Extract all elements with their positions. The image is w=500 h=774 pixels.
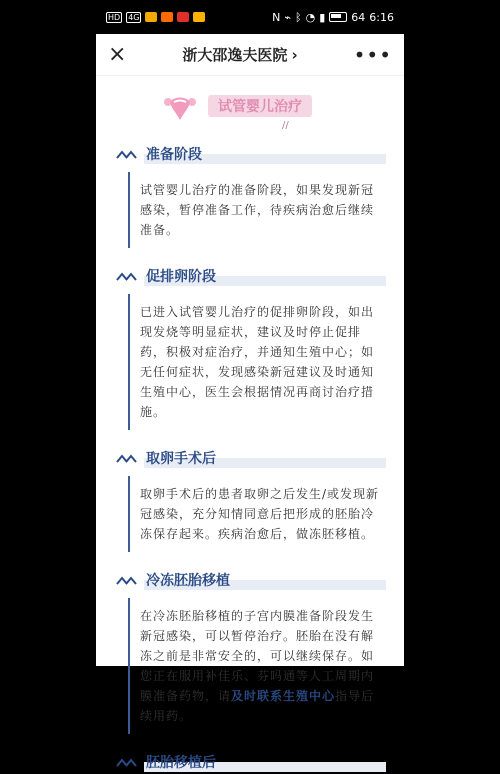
- clock: 6:16: [369, 10, 394, 24]
- section-header: [96, 446, 404, 470]
- banner-text: 试管婴儿治疗: [218, 99, 302, 115]
- section-body: [128, 598, 386, 734]
- banner-label: [208, 95, 312, 117]
- network-icon: 4G: [128, 12, 140, 22]
- section-title: 准备阶段: [146, 147, 202, 163]
- double-chevron-icon: [116, 270, 138, 282]
- account-name: 浙大邵逸夫医院: [182, 46, 288, 64]
- section-title: 促排卵阶段: [146, 269, 216, 285]
- app-notification-icon: [145, 12, 157, 22]
- section-body: 已进入试管婴儿治疗的促排卵阶段，如出现发烧等明显症状，建议及时停止促排药，积极对症治疗，并通知生殖中心；如无任何症状，发现感染新冠建议及时通知生殖中心，医生会根据情况再商讨治疗措施。: [128, 294, 386, 430]
- battery-icon: [329, 12, 347, 22]
- section-header: [96, 142, 404, 166]
- section-header: [96, 264, 404, 288]
- section-header: [96, 750, 404, 774]
- body-text: 在冷冻胚胎移植的子宫内膜准备阶段发生新冠感染，可以暂停治疗。胚胎在没有解冻之前是非常安全的，可以继续保存。如您正在服用补佳乐、芬吗通等人工周期内膜准备药物，请: [140, 609, 375, 703]
- section-stimulation: [96, 264, 404, 430]
- account-title[interactable]: [182, 44, 297, 65]
- section-post-transfer: [96, 750, 404, 774]
- hd-icon: HD: [108, 12, 121, 22]
- section-body: 取卵手术后的患者取卵之后发生/或发现新冠感染，充分知情同意后把形成的胚胎冷冻保存起来。疾病治愈后，做冻胚移植。: [128, 476, 386, 552]
- phone-screen: [96, 0, 404, 771]
- app-notification-icon: [177, 12, 189, 22]
- more-button[interactable]: •••: [353, 42, 392, 67]
- vibrate-icon: ⌁: [284, 10, 292, 24]
- close-button[interactable]: ×: [108, 42, 127, 67]
- section-frozen-transfer: [96, 568, 404, 734]
- status-right: [272, 11, 394, 24]
- section-title: 胚胎移植后: [146, 755, 216, 771]
- section-body: 试管婴儿治疗的准备阶段，如果发现新冠感染，暂停准备工作，待疾病治愈后继续准备。: [128, 172, 386, 248]
- status-bar: [96, 0, 404, 34]
- contact-center-link[interactable]: 及时联系生殖中心: [231, 689, 336, 703]
- status-left: [106, 12, 205, 23]
- section-header: [96, 568, 404, 592]
- banner: [162, 86, 338, 131]
- app-notification-icon: [193, 12, 205, 22]
- battery-percent: 64: [351, 10, 366, 24]
- wifi-icon: ◔: [305, 10, 316, 24]
- app-notification-icon: [161, 12, 173, 22]
- bluetooth-icon: ᛒ: [295, 10, 302, 24]
- double-chevron-icon: [116, 452, 138, 464]
- double-chevron-icon: [116, 574, 138, 586]
- banner-mark: //: [282, 120, 289, 131]
- signal-icon: ▮: [319, 10, 326, 24]
- article-content: [96, 86, 404, 774]
- section-title: 取卵手术后: [146, 451, 216, 467]
- chevron-right-icon: ›: [291, 45, 298, 64]
- body-text: 指导后续用药。: [140, 689, 375, 723]
- section-prep: [96, 142, 404, 248]
- double-chevron-icon: [116, 756, 138, 768]
- section-title: 冷冻胚胎移植: [146, 573, 230, 589]
- uterus-icon: [162, 90, 198, 122]
- section-retrieval: [96, 446, 404, 552]
- nfc-icon: N: [272, 10, 281, 24]
- double-chevron-icon: [116, 148, 138, 160]
- navigation-bar: [96, 34, 404, 76]
